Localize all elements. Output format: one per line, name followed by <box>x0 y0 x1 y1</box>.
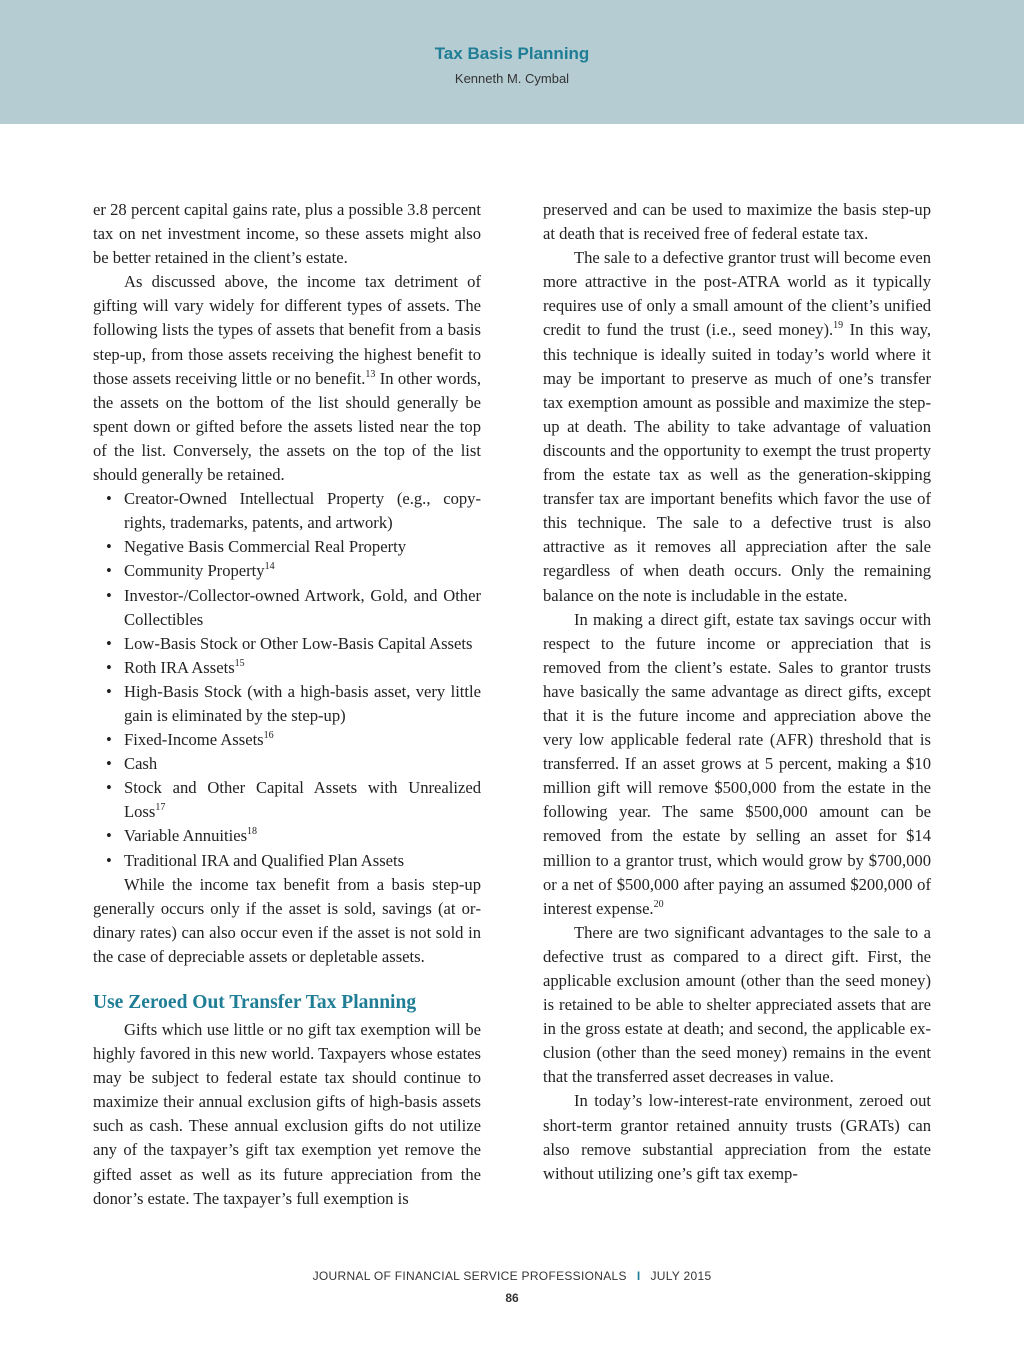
paragraph-text: In making a direct gift, estate tax savings occur with respect to the future income or appreciation that is removed from the client’s estate. Sales to grantor trusts have basically the same advantage as direct gifts, except that it is the future income and appreciation above the very low applicable federal rate (AFR) threshold that is transferred. If an asset grows at 5 percent, making a $10 million gift will remove $500,000 from the estate in the following year. The same $500,000 amount can be removed from the estate by selling an asset for $14 million to a grantor trust, which would grow by $700,000 or a net of $500,000 after paying an assumed $200,000 of interest expense. <box>543 609 931 918</box>
bullet-icon: • <box>106 681 112 701</box>
paragraph-text: The sale to a defective grantor trust will become even more attractive in the post-ATRA world as it typically requires use of only a small amount of the client’s unified credit to fund the trust (i.e., seed money). <box>543 248 931 340</box>
list-item <box>93 487 481 535</box>
bullet-icon: • <box>106 585 112 605</box>
list-item <box>93 680 481 728</box>
list-item-text: Roth IRA Assets <box>124 657 235 677</box>
list-item <box>93 728 481 752</box>
footnote-ref: 16 <box>263 730 274 742</box>
paragraph: preserved and can be used to maximize the basis step-up at death that is received free of federal estate tax. <box>543 200 931 244</box>
paragraph-text: In other words, the assets on the bottom of the list should generally be spent down or gifted before the assets listed near the top of the list. Conversely, the assets on the top of the list should generally be retained. <box>93 368 481 485</box>
footnote-ref: 15 <box>234 657 245 669</box>
paragraph: er 28 percent capital gains rate, plus a possible 3.8 percent tax on net investment income, so these assets might also be better retained in the client’s estate. <box>93 200 481 268</box>
footnote-ref: 17 <box>155 802 166 814</box>
paragraph: There are two significant advantages to the sale to a defective trust as compared to a direct gift. First, the applicable exclusion amount (other than the seed money) is retained to be able to shelter appreciated assets that are in the gross estate at death; and second, the applicable exclusion (other than the seed money) remains in the event that the transferred asset decreases in value. <box>543 922 931 1087</box>
list-item <box>93 559 481 583</box>
list-item-text: Fixed-Income Assets <box>124 730 264 750</box>
bullet-icon: • <box>106 730 112 750</box>
list-item-text: Low-Basis Stock or Other Low-Basis Capital Assets <box>124 633 473 653</box>
bullet-icon: • <box>106 754 112 774</box>
list-item <box>93 584 481 632</box>
bullet-icon: • <box>106 489 112 509</box>
paragraph: In today’s low-interest-rate environment, zeroed out short-term grantor retained annuity trusts (GRATs) can also remove substantial appreciation from the estate without utilizing one’s gift tax exemp- <box>543 1091 931 1183</box>
list-item-text: High-Basis Stock (with a high-basis asset, very little gain is eliminated by the step-up) <box>124 681 481 725</box>
list-item <box>93 752 481 776</box>
paragraph-text: As discussed above, the income tax detriment of gifting will vary widely for different types of assets. The following lists the types of assets that benefit from a basis step-up, from those assets receiving the highest benefit to those assets receiving little or no benefit. <box>93 272 481 388</box>
running-header <box>0 0 1024 124</box>
bullet-icon: • <box>106 826 112 846</box>
list-item <box>93 632 481 656</box>
list-item-text: Creator-Owned Intellectual Property (e.g., copyrights, trademarks, patents, and artwork) <box>124 489 481 533</box>
footnote-ref: 19 <box>833 320 844 332</box>
list-item <box>93 656 481 680</box>
bullet-icon: • <box>106 561 112 581</box>
list-item-text: Cash <box>124 754 158 774</box>
paragraph-text: In this way, this technique is ideally suited in today’s world where it may be important to preserve as much of one’s transfer tax exemption amount as possible and maximize the step-up at death. The ability to take advantage of valuation discounts and the opportunity to exempt the trust property from the estate tax as well as the generation-skipping transfer tax are important benefits which favor the use of this technique. The sale to a defective trust is also attractive as it removes all appreciation after the sale regardless of when death occurs. Only the remaining balance on the note is includable in the estate. <box>543 320 931 605</box>
page-number: 86 <box>505 1291 519 1305</box>
bullet-icon: • <box>106 657 112 677</box>
left-column <box>93 198 481 1211</box>
list-item-text: Community Property <box>124 561 265 581</box>
paragraph <box>543 246 931 607</box>
list-item-text: Variable Annuities <box>124 826 248 846</box>
footnote-ref: 18 <box>247 826 258 838</box>
bullet-icon: • <box>106 537 112 557</box>
asset-list <box>93 487 481 873</box>
bullet-icon: • <box>106 778 112 798</box>
header-author: Kenneth M. Cymbal <box>454 71 570 86</box>
header-title: Tax Basis Planning <box>434 44 590 63</box>
right-column <box>543 198 931 1186</box>
paragraph: While the income tax benefit from a basis step-up generally occurs only if the asset is sold, savings (at ordinary rates) can also occur even if the asset is not sold in the case of depreciable assets or depletable assets. <box>93 874 481 966</box>
list-item-text: Stock and Other Capital Assets with Unrealized Loss <box>124 778 481 822</box>
list-item <box>93 776 481 824</box>
footer-separator: I <box>636 1269 641 1283</box>
list-item <box>93 824 481 848</box>
bullet-icon: • <box>106 633 112 653</box>
paragraph: Gifts which use little or no gift tax exemption will be highly favored in this new world. Taxpayers whose estates may be subject to federal estate tax should continue to maximize their annual exclusion gifts of high-basis assets such as cash. These annual exclusion gifts do not utilize any of the taxpayer’s gift tax exemption yet remove the gifted asset as well as its future appreciation from the donor’s estate. The taxpayer’s full exemption is <box>93 1020 481 1208</box>
bullet-icon: • <box>106 850 112 870</box>
list-item <box>93 535 481 559</box>
footnote-ref: 14 <box>264 561 275 573</box>
footnote-ref: 13 <box>365 368 376 380</box>
list-item-text: Negative Basis Commercial Real Property <box>124 537 407 557</box>
section-heading: Use Zeroed Out Transfer Tax Planning <box>93 992 417 1013</box>
journal-name: JOURNAL OF FINANCIAL SERVICE PROFESSIONALS <box>312 1269 627 1283</box>
list-item-text: Traditional IRA and Qualified Plan Assets <box>124 850 405 870</box>
paragraph <box>543 608 931 921</box>
issue-date: JULY 2015 <box>650 1269 712 1283</box>
list-item <box>93 849 481 873</box>
paragraph <box>93 270 481 487</box>
page-footer <box>0 1269 1024 1283</box>
footnote-ref: 20 <box>653 898 664 910</box>
list-item-text: Investor-/Collector-owned Artwork, Gold, and Other Collectibles <box>124 585 481 629</box>
